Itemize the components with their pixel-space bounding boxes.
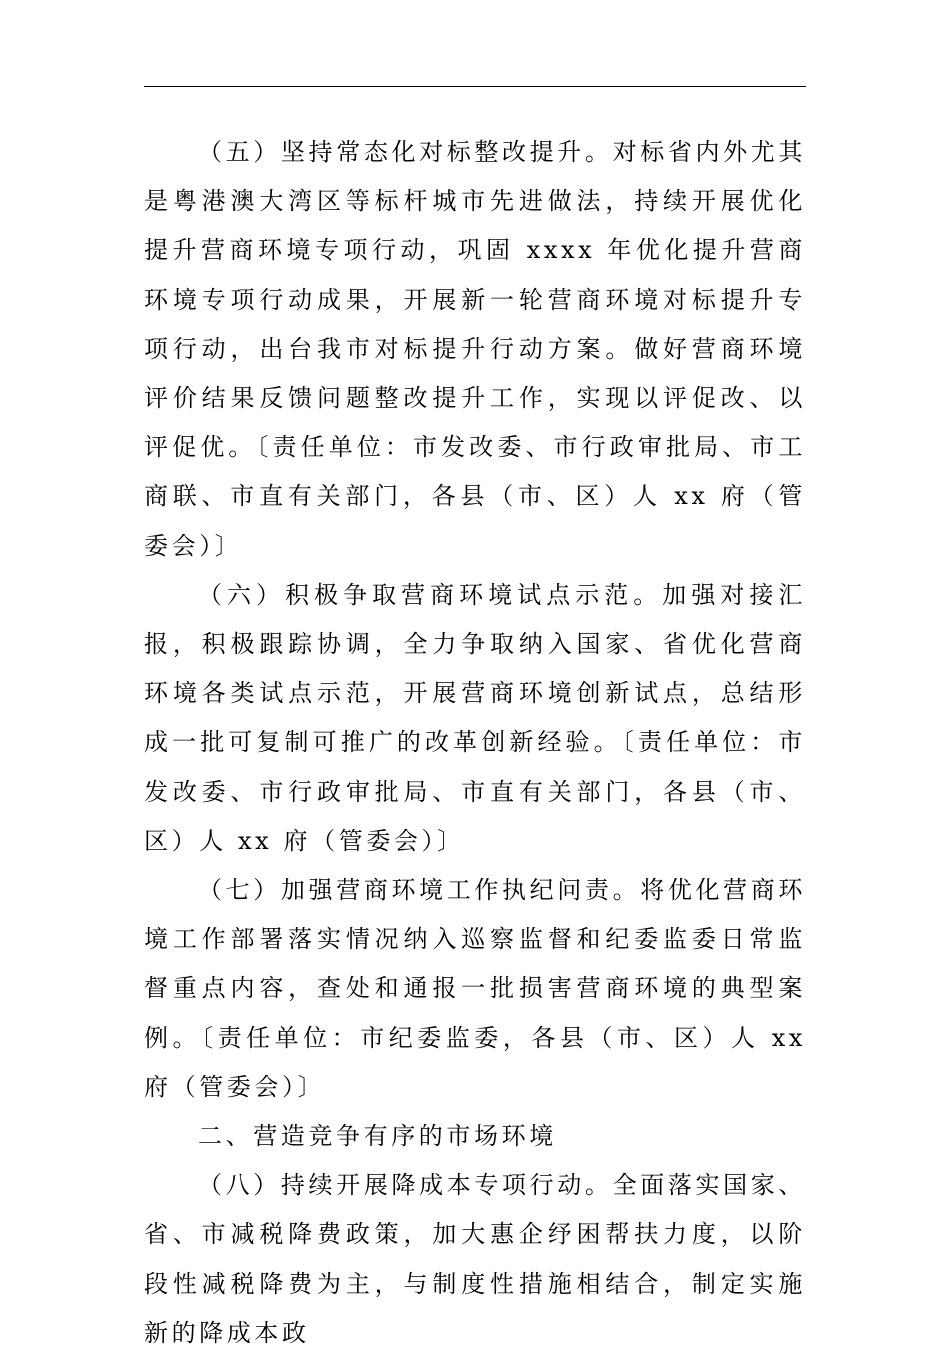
document-body bbox=[144, 128, 806, 1358]
section-heading-2: 二、营造竞争有序的市场环境 bbox=[198, 1122, 557, 1151]
paragraph-item-8: （八）持续开展降成本专项行动。全面落实国家、省、市减税降费政策，加大惠企纾困帮扶力度，以阶段性减税降费为主，与制度性措施相结合，制定实施新的降成本政 bbox=[144, 1171, 806, 1347]
paragraph-item-5: （五）坚持常态化对标整改提升。对标省内外尤其是粤港澳大湾区等标杆城市先进做法，持续开展优化提升营商环境专项行动，巩固 xxxx 年优化提升营商环境专项行动成果，开展新一轮营商环境对标提升专项行动，出台我市对标提升行动方案。做好营商环境评价结果反馈问题整改提升工作，实现以评促改、以评促优。〔责任单位：市发改委、市行政审批局、市工商联、市直有关部门，各县（市、区）人 xx 府（管委会）〕 bbox=[144, 138, 806, 560]
paragraph-item-6: （六）积极争取营商环境试点示范。加强对接汇报，积极跟踪协调，全力争取纳入国家、省优化营商环境各类试点示范，开展营商环境创新试点，总结形成一批可复制可推广的改革创新经验。〔责任单位：市发改委、市行政审批局、市直有关部门，各县（市、区）人 xx 府（管委会）〕 bbox=[144, 580, 806, 855]
header-rule bbox=[144, 86, 806, 87]
paragraph-item-7: （七）加强营商环境工作执纪问责。将优化营商环境工作部署落实情况纳入巡察监督和纪委监委日常监督重点内容，查处和通报一批损害营商环境的典型案例。〔责任单位：市纪委监委，各县（市、区）人 xx 府（管委会）〕 bbox=[144, 876, 806, 1101]
